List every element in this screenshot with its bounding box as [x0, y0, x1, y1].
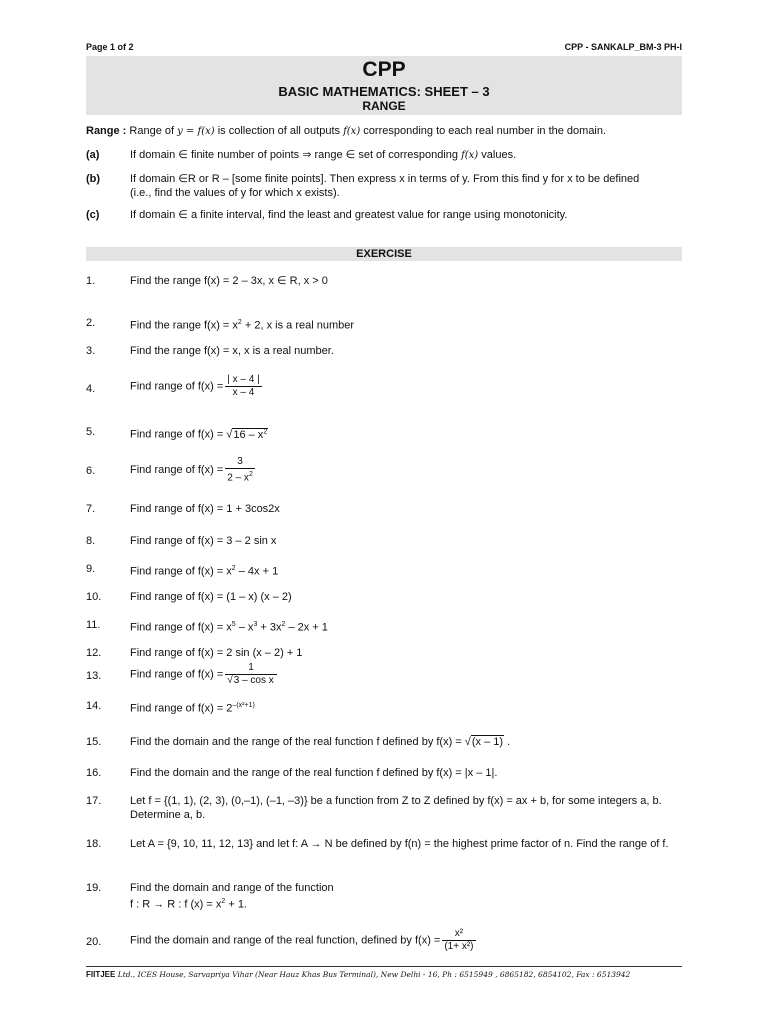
q15-b: .	[507, 736, 511, 748]
q-text: Find the range f(x) = x, x is a real number.	[130, 345, 334, 357]
q4-lead: Find range of f(x) =	[130, 380, 224, 393]
q-number: 3.	[86, 345, 96, 357]
q4-numerator: | x – 4 |	[227, 374, 260, 385]
q-number: 7.	[86, 503, 96, 515]
q-text	[130, 662, 686, 687]
q-text: Find range of f(x) = 1 + 3cos2x	[130, 503, 280, 515]
q-number: 17.	[86, 795, 102, 807]
q6-numerator: 3	[225, 456, 255, 469]
rule-a-math: f(x)	[461, 150, 479, 161]
q-number: 8.	[86, 535, 96, 547]
rule-a-post: values.	[481, 149, 517, 161]
q-text	[130, 316, 686, 333]
q-text	[130, 928, 686, 953]
q14-lead: Find range of f(x) = 2	[130, 702, 233, 715]
range-text-pre: Range of	[129, 125, 175, 137]
q-text: Find range of f(x) = 2 sin (x – 2) + 1	[130, 647, 303, 659]
q-number: 4.	[86, 383, 96, 395]
q6-fraction	[225, 456, 255, 484]
q15-radicand: (x – 1)	[471, 736, 504, 748]
q6-den-text: 2 – x	[227, 472, 249, 484]
q-text: Find range of f(x) = (1 – x) (x – 2)	[130, 591, 292, 603]
q-text	[130, 374, 686, 399]
q11-c: + 3x	[257, 621, 282, 634]
q5-lead: Find range of f(x) =	[130, 428, 224, 441]
q-number: 6.	[86, 465, 96, 477]
rule-a-tag: (a)	[86, 149, 100, 161]
footer	[86, 966, 682, 979]
q11-b: – x	[235, 621, 254, 634]
rule-c-tag: (c)	[86, 209, 100, 221]
rule-a-pre: If domain ∈ finite number of points ⇒ range ∈ set of corresponding	[130, 149, 458, 161]
q19-b: f : R → R : f (x) = x	[130, 898, 222, 911]
q2-a: Find the range f(x) = x	[130, 319, 238, 332]
q4-denominator: x – 4	[232, 387, 255, 398]
exercise-heading: EXERCISE	[86, 247, 682, 261]
rule-a-text	[130, 148, 686, 163]
q9-a: Find range of f(x) = x	[130, 565, 232, 578]
q-number: 12.	[86, 647, 102, 659]
q13-fraction	[225, 662, 277, 687]
rule-b-line1: If domain ∈R or R – [some finite points]. Then express x in terms of y. From this find y for x to be defined	[130, 173, 640, 185]
footer-address: Ltd., ICES House, Sarvapriya Vihar (Near Hauz Khas Bus Terminal), New Delhi - 16, Ph : 6515949 , 6865182, 6854102, Fax : 6513942	[117, 970, 631, 979]
q2-b: + 2, x is a real number	[241, 319, 355, 332]
q11-a: Find range of f(x) = x	[130, 621, 232, 634]
q-text	[130, 456, 686, 484]
q13-denominator: √3 – cos x	[227, 675, 274, 686]
fiitjee-logo: FIITJEE	[86, 970, 116, 979]
range-math-y: y = f(x)	[177, 126, 215, 137]
page-number: Page 1 of 2	[86, 42, 134, 52]
q13-radicand: 3 – cos x	[233, 675, 274, 686]
q11-sup3: 2	[281, 621, 286, 628]
q20-denominator: (1+ x²)	[444, 941, 474, 952]
q-number: 18.	[86, 838, 102, 850]
q-number: 9.	[86, 563, 96, 575]
range-text-post: corresponding to each real number in the domain.	[363, 125, 607, 137]
q20-fraction	[442, 928, 475, 953]
q-text: Let A = {9, 10, 11, 12, 13} and let f: A → N be defined by f(n) = the highest prime factor of n. Find the range of f.	[130, 838, 669, 850]
q4-fraction	[225, 374, 261, 399]
range-label: Range :	[86, 125, 127, 137]
q-number: 14.	[86, 700, 102, 712]
q15-a: Find the domain and the range of the real function f defined by f(x) =	[130, 736, 462, 748]
sheet-code: CPP - SANKALP_BM-3 PH-I	[564, 42, 682, 52]
q19-c: + 1.	[225, 898, 247, 911]
q-text: Let f = {(1, 1), (2, 3), (0,–1), (–1, –3)} be a function from Z to Z defined by f(x) = ax + b, for some integers a, b. Determine a, b.	[130, 795, 662, 821]
banner-subtitle: BASIC MATHEMATICS: SHEET – 3	[278, 84, 490, 99]
q6-denominator	[225, 469, 255, 484]
q14-sup: –(x²+1)	[232, 702, 255, 709]
q19-sup: 2	[221, 898, 226, 905]
q6-lead: Find range of f(x) =	[130, 464, 224, 477]
q11-sup1: 5	[231, 621, 236, 628]
q9-sup: 2	[231, 565, 236, 572]
q-number: 2.	[86, 317, 96, 329]
q-text	[130, 562, 686, 579]
rule-b-text	[130, 172, 686, 200]
q2-sup: 2	[237, 319, 242, 326]
q5-sup: 2	[263, 428, 268, 435]
q-number: 5.	[86, 426, 96, 438]
q-number: 13.	[86, 670, 102, 682]
q-number: 19.	[86, 882, 102, 894]
q9-b: – 4x + 1	[235, 565, 279, 578]
q5-radicand-text: 16 – x	[233, 428, 264, 441]
q5-radicand	[232, 428, 268, 441]
range-math-fx: f(x)	[343, 126, 361, 137]
q-text: Find the domain and the range of the real function f defined by f(x) = √(x – 1) .	[130, 736, 511, 748]
q20-lead: Find the domain and range of the real function, defined by f(x) =	[130, 934, 441, 947]
q-text	[130, 881, 686, 912]
rule-b-line2: (i.e., find the values of y for which x exists).	[130, 187, 340, 199]
range-text-mid: is collection of all outputs	[217, 125, 341, 137]
banner-topic: RANGE	[362, 99, 406, 113]
range-definition	[86, 124, 686, 139]
q11-d: – 2x + 1	[285, 621, 328, 634]
q-number: 10.	[86, 591, 102, 603]
q-text: Find range of $f(x) = √16 - x^2$	[130, 428, 268, 441]
q6-sup: 2	[248, 471, 253, 478]
q-number: 11.	[86, 619, 101, 631]
q-text	[130, 699, 686, 716]
q-number: 15.	[86, 736, 102, 748]
q-number: 16.	[86, 767, 102, 779]
q13-numerator: 1	[225, 662, 277, 675]
q11-sup2: 3	[253, 621, 258, 628]
q-text: Find range of f(x) = 3 – 2 sin x	[130, 535, 277, 547]
q-text: Find the domain and the range of the real function f defined by f(x) = |x – 1|.	[130, 767, 498, 779]
rule-b-tag: (b)	[86, 173, 101, 185]
q-text	[130, 618, 686, 635]
q-number: 1.	[86, 275, 96, 287]
title-banner	[86, 56, 682, 115]
banner-title: CPP	[362, 58, 406, 81]
q20-numerator: x²	[442, 928, 475, 941]
q13-lead: Find range of f(x) =	[130, 668, 224, 681]
q-number: 20.	[86, 936, 102, 948]
q19-a: Find the domain and range of the function	[130, 882, 334, 894]
q-text: Find the range f(x) = 2 – 3x, x ∈ R, x > 0	[130, 275, 328, 287]
rule-c-text: If domain ∈ a finite interval, find the least and greatest value for range using monotonicity.	[130, 209, 568, 221]
